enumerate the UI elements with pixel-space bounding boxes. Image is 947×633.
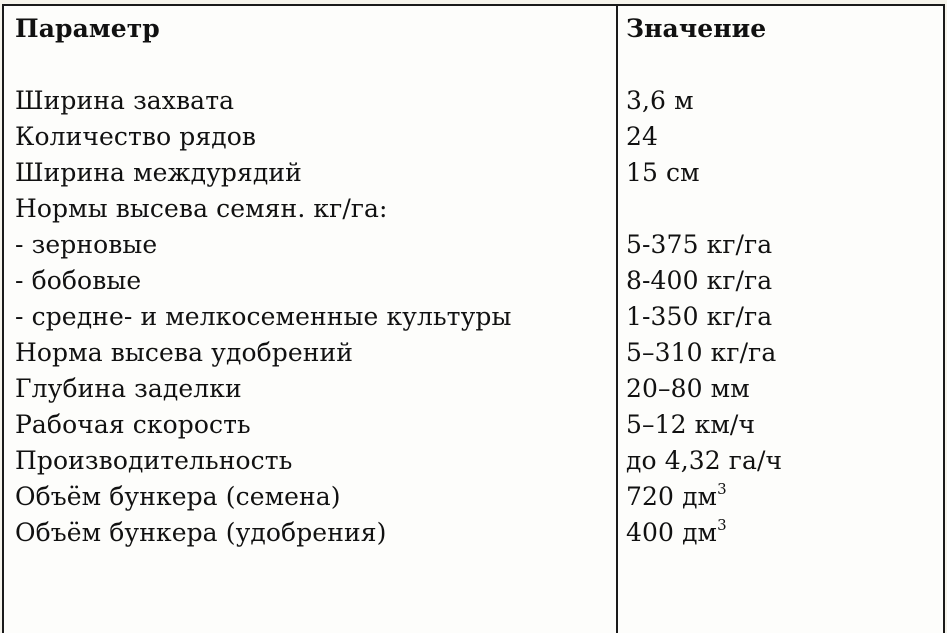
value-cell: до 4,32 га/ч [626,446,783,475]
value-text: 720 дм [626,482,718,511]
exponent: 3 [717,516,727,534]
param-cell: Количество рядов [15,122,257,151]
param-cell: Производительность [15,446,293,475]
param-cell: Ширина междурядий [15,158,302,187]
value-cell: 5–12 км/ч [626,410,756,439]
param-column [15,11,611,551]
value-cell: 24 [626,122,659,151]
param-cell: Глубина заделки [15,374,242,403]
param-cell: Ширина захвата [15,86,235,115]
value-cell [626,191,942,227]
value-column [626,11,942,551]
value-cell: 15 см [626,158,700,187]
value-cell [626,479,942,515]
value-cell: 5–310 кг/га [626,338,777,367]
param-cell: - зерновые [15,230,158,259]
value-cell [626,515,942,551]
param-cell: - средне- и мелкосеменные культуры [15,302,512,331]
param-cell: - бобовые [15,266,142,295]
value-cell: 8-400 кг/га [626,266,773,295]
exponent: 3 [717,480,727,498]
param-cell: Объём бункера (удобрения) [15,518,387,547]
param-header: Параметр [15,14,160,43]
param-cell: Рабочая скорость [15,410,251,439]
header-gap [626,47,942,83]
value-cell: 20–80 мм [626,374,750,403]
value-header: Значение [626,14,767,43]
spec-table [2,4,945,633]
value-text: 400 дм [626,518,718,547]
value-cell: 5-375 кг/га [626,230,773,259]
param-cell: Объём бункера (семена) [15,482,341,511]
column-divider [616,6,618,633]
param-cell: Норма высева удобрений [15,338,354,367]
param-cell: Нормы высева семян. кг/га: [15,194,388,223]
header-gap [15,47,611,83]
value-cell: 1-350 кг/га [626,302,773,331]
value-cell: 3,6 м [626,86,694,115]
